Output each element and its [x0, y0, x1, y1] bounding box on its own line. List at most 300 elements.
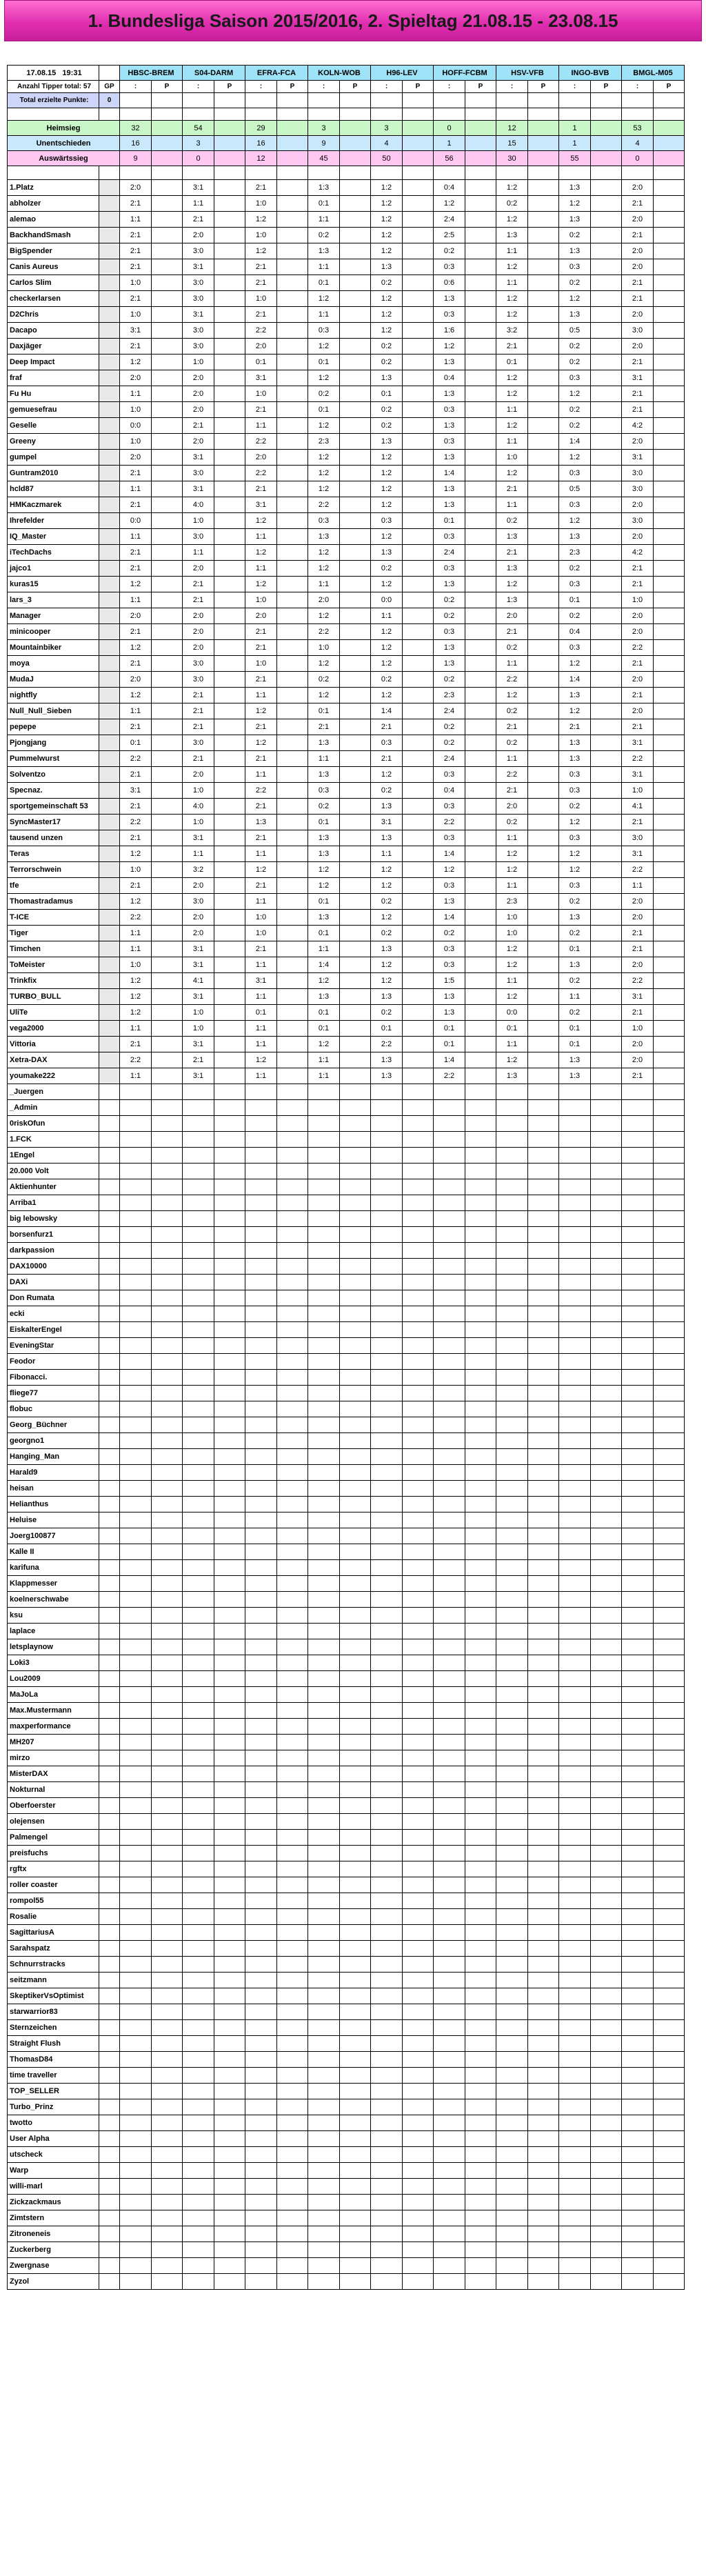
tipper-name: _Admin — [8, 1100, 99, 1116]
tip-cell — [496, 1306, 528, 1322]
points-cell — [528, 1370, 559, 1386]
tip-cell — [559, 2115, 591, 2131]
empty-cell — [434, 93, 465, 108]
tip-cell — [120, 1306, 152, 1322]
table-row — [8, 1893, 685, 1909]
points-cell — [528, 1655, 559, 1671]
points-cell — [152, 228, 183, 243]
points-cell — [591, 1909, 622, 1925]
gp-cell — [99, 497, 120, 513]
gp-cell — [99, 577, 120, 592]
points-cell — [654, 291, 685, 307]
points-cell — [277, 973, 308, 989]
gp-cell — [99, 592, 120, 608]
points-cell — [214, 2179, 245, 2195]
points-cell — [528, 1417, 559, 1433]
empty-cell — [245, 93, 277, 108]
tip-cell — [434, 1227, 465, 1243]
tipper-name: minicooper — [8, 624, 99, 640]
tipper-name: 1.FCK — [8, 1132, 99, 1148]
tip-cell: 1:2 — [308, 561, 340, 577]
points-cell — [214, 2210, 245, 2226]
points-cell — [591, 1227, 622, 1243]
tip-cell: 2:1 — [245, 719, 277, 735]
tip-cell — [245, 1893, 277, 1909]
tip-cell: 0:1 — [308, 355, 340, 370]
points-cell — [591, 418, 622, 434]
points-cell — [214, 973, 245, 989]
tipper-name: HMKaczmarek — [8, 497, 99, 513]
tip-cell: 1:2 — [245, 703, 277, 719]
points-cell — [654, 1814, 685, 1830]
points-cell — [152, 751, 183, 767]
points-cell — [152, 1893, 183, 1909]
points-cell — [152, 1719, 183, 1735]
tip-cell — [183, 1179, 214, 1195]
points-cell — [465, 1560, 496, 1576]
points-cell — [214, 2084, 245, 2099]
tip-cell — [371, 1354, 403, 1370]
tip-cell — [183, 1703, 214, 1719]
points-cell — [591, 751, 622, 767]
points-cell — [591, 1052, 622, 1068]
column-subheader-row — [8, 81, 685, 93]
tip-cell: 1:1 — [622, 878, 654, 894]
tip-cell — [245, 2147, 277, 2163]
points-cell — [277, 1750, 308, 1766]
points-cell — [277, 719, 308, 735]
points-cell — [340, 1449, 371, 1465]
table-row — [8, 830, 685, 846]
points-cell — [214, 513, 245, 529]
tip-cell: 1:0 — [245, 656, 277, 672]
points-cell — [340, 878, 371, 894]
tip-cell: 0:1 — [308, 894, 340, 910]
tip-cell: 1:3 — [496, 592, 528, 608]
points-cell — [152, 656, 183, 672]
tipper-name: Daxjäger — [8, 339, 99, 355]
tip-cell — [622, 1528, 654, 1544]
tip-cell — [183, 1417, 214, 1433]
points-cell — [654, 1766, 685, 1782]
tip-cell — [245, 2210, 277, 2226]
tip-cell: 1:2 — [371, 640, 403, 656]
points-cell — [403, 926, 434, 941]
tip-cell: 2:2 — [120, 1052, 152, 1068]
tip-cell: 1:1 — [496, 878, 528, 894]
table-row — [8, 1608, 685, 1624]
tip-cell — [183, 1386, 214, 1401]
tip-cell — [559, 2020, 591, 2036]
tip-cell — [559, 1290, 591, 1306]
table-row — [8, 2099, 685, 2115]
points-cell — [465, 228, 496, 243]
points-cell — [528, 2036, 559, 2052]
points-cell — [277, 672, 308, 688]
empty-cell — [465, 93, 496, 108]
stat-points-empty — [591, 151, 622, 166]
tip-cell — [622, 1195, 654, 1211]
tip-cell: 0:1 — [434, 513, 465, 529]
points-cell — [214, 1846, 245, 1861]
tip-cell — [559, 2226, 591, 2242]
points-cell — [152, 2084, 183, 2099]
points-cell — [528, 1544, 559, 1560]
points-cell — [528, 783, 559, 799]
tip-cell — [622, 2099, 654, 2115]
points-cell — [528, 1179, 559, 1195]
stat-points-empty — [277, 151, 308, 166]
tipper-name: fliege77 — [8, 1386, 99, 1401]
tip-cell: 1:1 — [496, 275, 528, 291]
tip-cell — [622, 1560, 654, 1576]
tip-cell — [371, 1116, 403, 1132]
points-cell — [277, 497, 308, 513]
points-cell — [591, 1290, 622, 1306]
stat-points-empty — [340, 136, 371, 151]
tip-cell — [308, 1544, 340, 1560]
points-cell — [214, 608, 245, 624]
points-cell — [403, 1576, 434, 1592]
gp-cell — [99, 1893, 120, 1909]
tip-cell: 0:1 — [371, 386, 403, 402]
table-row — [8, 307, 685, 323]
tip-cell: 1:2 — [308, 656, 340, 672]
points-cell — [465, 1655, 496, 1671]
tip-cell: 1:2 — [308, 973, 340, 989]
points-cell — [654, 1433, 685, 1449]
points-cell — [528, 1338, 559, 1354]
tip-cell — [183, 1798, 214, 1814]
points-cell — [340, 1275, 371, 1290]
tip-cell — [183, 2020, 214, 2036]
tip-cell — [371, 1988, 403, 2004]
points-cell — [654, 339, 685, 355]
points-cell — [277, 1988, 308, 2004]
gp-cell — [99, 815, 120, 830]
stat-points-empty — [277, 121, 308, 136]
points-cell — [214, 2036, 245, 2052]
table-row — [8, 1116, 685, 1132]
points-cell — [591, 1592, 622, 1608]
tip-cell — [496, 1465, 528, 1481]
points-cell — [528, 2163, 559, 2179]
points-cell — [654, 640, 685, 656]
tipper-name: moya — [8, 656, 99, 672]
points-cell — [465, 497, 496, 513]
gp-cell — [99, 1386, 120, 1401]
points-cell — [654, 577, 685, 592]
points-cell — [654, 608, 685, 624]
points-cell — [654, 1052, 685, 1068]
gp-cell — [99, 1909, 120, 1925]
tip-cell — [371, 1417, 403, 1433]
tip-cell: 0:1 — [559, 941, 591, 957]
points-cell — [654, 228, 685, 243]
tip-cell — [371, 1497, 403, 1512]
tip-cell: 2:2 — [308, 497, 340, 513]
stat-row — [8, 121, 685, 136]
tip-cell — [308, 1973, 340, 1988]
gp-cell — [99, 1021, 120, 1037]
tip-cell — [120, 1465, 152, 1481]
gp-cell — [99, 1861, 120, 1877]
tip-cell — [308, 1148, 340, 1164]
tip-cell — [371, 1719, 403, 1735]
tip-cell — [308, 1576, 340, 1592]
points-cell — [403, 941, 434, 957]
points-cell — [214, 228, 245, 243]
tip-cell — [120, 1624, 152, 1639]
points-cell — [528, 592, 559, 608]
tip-cell — [371, 1211, 403, 1227]
tip-cell — [496, 1814, 528, 1830]
points-cell — [340, 196, 371, 212]
tip-cell — [308, 1449, 340, 1465]
tipper-name: 1Engel — [8, 1148, 99, 1164]
points-cell — [277, 212, 308, 228]
points-cell — [654, 1750, 685, 1766]
points-cell — [214, 703, 245, 719]
table-row — [8, 545, 685, 561]
tipper-name: twotto — [8, 2115, 99, 2131]
tip-cell: 2:0 — [622, 307, 654, 323]
empty-cell — [214, 166, 245, 180]
tip-cell — [434, 1703, 465, 1719]
tip-col-label: : — [434, 81, 465, 93]
points-cell — [340, 1116, 371, 1132]
tip-cell: 1:2 — [371, 307, 403, 323]
tipper-name: BackhandSmash — [8, 228, 99, 243]
tip-cell: 1:2 — [496, 1052, 528, 1068]
tip-cell: 1:2 — [245, 243, 277, 259]
tip-cell: 4:2 — [622, 418, 654, 434]
points-cell — [152, 1449, 183, 1465]
points-cell — [403, 196, 434, 212]
table-row — [8, 2068, 685, 2084]
points-cell — [152, 2242, 183, 2258]
points-cell — [152, 577, 183, 592]
tipper-name: pepepe — [8, 719, 99, 735]
gp-cell — [99, 1148, 120, 1164]
tip-cell: 1:3 — [371, 989, 403, 1005]
empty-cell — [152, 108, 183, 121]
tip-cell — [371, 1925, 403, 1941]
tip-cell: 1:2 — [371, 656, 403, 672]
points-cell — [528, 1988, 559, 2004]
tip-cell: 0:3 — [434, 767, 465, 783]
tip-cell: 2:2 — [245, 783, 277, 799]
points-cell — [528, 1243, 559, 1259]
points-cell — [340, 1639, 371, 1655]
tip-cell — [183, 1957, 214, 1973]
stat-value: 4 — [371, 136, 403, 151]
tipper-name: mirzo — [8, 1750, 99, 1766]
tip-cell: 1:1 — [120, 1021, 152, 1037]
points-cell — [403, 1401, 434, 1417]
tip-cell — [245, 1846, 277, 1861]
points-cell — [654, 910, 685, 926]
points-cell — [277, 2052, 308, 2068]
tip-cell — [120, 1893, 152, 1909]
tip-cell: 2:1 — [245, 624, 277, 640]
tip-cell — [308, 1861, 340, 1877]
tip-cell — [496, 1084, 528, 1100]
tip-cell — [308, 1893, 340, 1909]
tip-cell — [308, 1338, 340, 1354]
tip-cell — [559, 1084, 591, 1100]
points-cell — [528, 1290, 559, 1306]
gp-cell — [99, 450, 120, 466]
tip-cell: 0:1 — [308, 703, 340, 719]
gp-cell — [99, 1719, 120, 1735]
points-cell — [340, 1100, 371, 1116]
points-cell — [403, 1988, 434, 2004]
tip-cell: 1:2 — [496, 957, 528, 973]
points-cell — [214, 1005, 245, 1021]
points-cell — [340, 719, 371, 735]
tip-cell — [434, 1750, 465, 1766]
tip-cell: 1:2 — [308, 291, 340, 307]
tip-cell: 2:1 — [622, 386, 654, 402]
tip-cell: 1:1 — [496, 497, 528, 513]
gp-cell — [99, 545, 120, 561]
points-cell — [152, 2226, 183, 2242]
tipper-name: rompol55 — [8, 1893, 99, 1909]
tip-cell: 2:0 — [622, 339, 654, 355]
points-cell — [591, 1401, 622, 1417]
points-cell — [465, 1973, 496, 1988]
tip-cell — [559, 1877, 591, 1893]
points-cell — [277, 370, 308, 386]
points-cell — [277, 910, 308, 926]
tip-cell — [245, 1481, 277, 1497]
tip-cell — [245, 1576, 277, 1592]
points-cell — [403, 1132, 434, 1148]
tip-cell — [183, 1893, 214, 1909]
tip-cell: 0:2 — [308, 799, 340, 815]
empty-cell — [371, 93, 403, 108]
tip-cell: 0:2 — [371, 783, 403, 799]
points-cell — [277, 402, 308, 418]
points-cell — [403, 323, 434, 339]
tip-cell — [622, 1973, 654, 1988]
stat-value: 0 — [183, 151, 214, 166]
points-cell — [528, 1957, 559, 1973]
tip-cell — [183, 1497, 214, 1512]
points-cell — [277, 545, 308, 561]
points-cell — [528, 2115, 559, 2131]
points-cell — [277, 703, 308, 719]
table-row — [8, 1148, 685, 1164]
points-cell — [214, 2242, 245, 2258]
tip-cell — [183, 1528, 214, 1544]
tip-cell: 1:1 — [308, 307, 340, 323]
points-cell — [214, 339, 245, 355]
points-cell — [465, 1766, 496, 1782]
points-cell — [152, 481, 183, 497]
tip-cell — [559, 1941, 591, 1957]
points-cell — [277, 513, 308, 529]
tip-cell: 2:2 — [120, 815, 152, 830]
points-cell — [214, 1560, 245, 1576]
gp-cell — [99, 973, 120, 989]
tip-cell: 0:2 — [434, 719, 465, 735]
points-cell — [214, 1037, 245, 1052]
tip-cell — [245, 2179, 277, 2195]
tip-cell — [371, 1148, 403, 1164]
tip-cell: 2:4 — [434, 545, 465, 561]
points-cell — [152, 1005, 183, 1021]
gp-cell — [99, 894, 120, 910]
points-cell — [277, 941, 308, 957]
tip-cell: 1:2 — [245, 212, 277, 228]
tip-cell: 1:2 — [559, 846, 591, 862]
points-cell — [528, 1687, 559, 1703]
points-cell — [340, 1576, 371, 1592]
tip-cell: 1:3 — [371, 830, 403, 846]
points-cell — [152, 1576, 183, 1592]
stat-value: 53 — [622, 121, 654, 136]
tip-cell — [371, 2274, 403, 2290]
points-cell — [528, 703, 559, 719]
tip-cell: 1:1 — [496, 973, 528, 989]
gp-cell — [99, 2131, 120, 2147]
tip-cell — [434, 1988, 465, 2004]
points-cell — [340, 2274, 371, 2290]
points-cell — [403, 275, 434, 291]
tip-cell: 3:1 — [183, 307, 214, 323]
stat-value: 56 — [434, 151, 465, 166]
points-cell — [528, 1132, 559, 1148]
tip-cell: 0:2 — [434, 672, 465, 688]
points-cell — [591, 719, 622, 735]
tip-cell: 2:1 — [496, 339, 528, 355]
points-cell — [340, 1433, 371, 1449]
tip-cell: 0:0 — [371, 592, 403, 608]
points-cell — [214, 2226, 245, 2242]
points-cell — [465, 513, 496, 529]
points-cell — [403, 608, 434, 624]
tip-cell — [245, 2004, 277, 2020]
tip-cell: 1:3 — [308, 846, 340, 862]
tip-cell — [434, 1957, 465, 1973]
tip-cell: 1:1 — [245, 529, 277, 545]
tip-cell — [245, 1322, 277, 1338]
points-cell — [152, 402, 183, 418]
points-cell — [465, 196, 496, 212]
tip-cell — [371, 1290, 403, 1306]
table-row — [8, 735, 685, 751]
gp-cell — [99, 2004, 120, 2020]
points-cell — [528, 1211, 559, 1227]
points-cell — [340, 703, 371, 719]
tip-cell — [559, 1465, 591, 1481]
points-cell — [277, 1465, 308, 1481]
tip-cell — [559, 1719, 591, 1735]
tip-cell: 1:0 — [183, 783, 214, 799]
tip-cell: 1:2 — [308, 339, 340, 355]
tip-cell — [622, 1259, 654, 1275]
points-cell — [340, 1322, 371, 1338]
tipper-name: Turbo_Prinz — [8, 2099, 99, 2115]
tip-cell — [434, 1735, 465, 1750]
points-cell — [654, 450, 685, 466]
points-cell — [277, 1449, 308, 1465]
gp-cell — [99, 529, 120, 545]
points-cell — [591, 1021, 622, 1037]
tip-cell — [496, 1846, 528, 1861]
